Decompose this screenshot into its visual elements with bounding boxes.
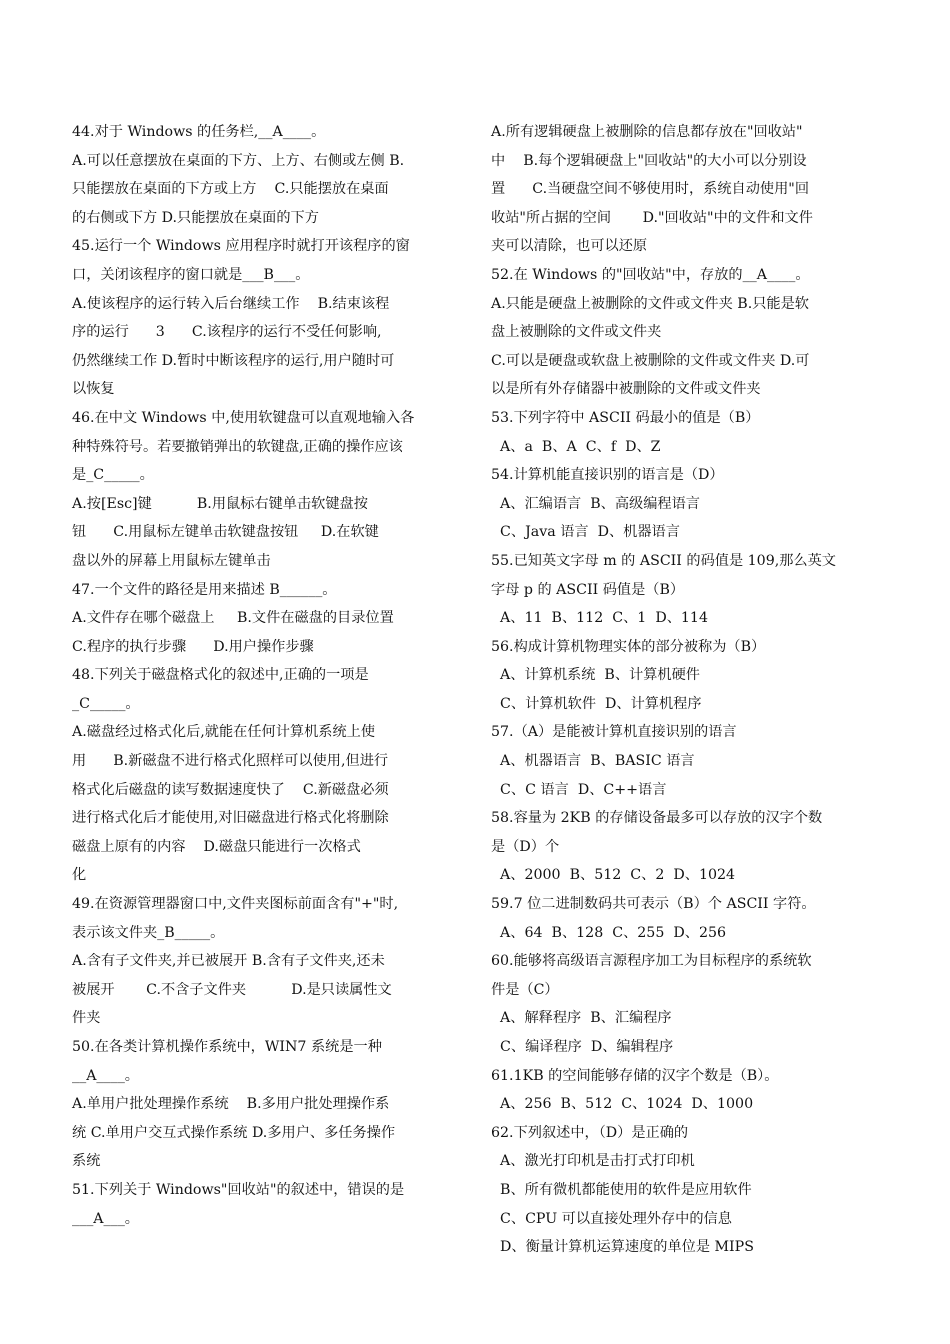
- text-line: A.只能是硬盘上被删除的文件或文件夹 B.只能是软: [491, 295, 809, 312]
- text-line: A、64 B、128 C、255 D、256: [491, 924, 727, 941]
- text-line: 化: [72, 867, 87, 884]
- text-line: 52.在 Windows 的"回收站"中，存放的__A____。: [491, 266, 810, 283]
- text-line: 置 C.当硬盘空间不够使用时，系统自动使用"回: [491, 181, 810, 198]
- text-line: D、衡量计算机运算速度的单位是 MIPS: [491, 1239, 754, 1256]
- text-line: 57.（A）是能被计算机直接识别的语言: [491, 724, 737, 741]
- text-line: 48.下列关于磁盘格式化的叙述中,正确的一项是: [72, 667, 369, 684]
- text-line: 仍然继续工作 D.暂时中断该程序的运行,用户随时可: [72, 352, 395, 369]
- text-line: 字母 p 的 ASCII 码值是（B）: [491, 581, 685, 598]
- text-line: A.按[Esc]键 B.用鼠标右键单击软键盘按: [72, 495, 368, 512]
- text-line: 被展开 C.不含子文件夹 D.是只读属性文: [72, 981, 392, 998]
- text-line: 62.下列叙述中，（D）是正确的: [491, 1124, 689, 1141]
- text-line: 进行格式化后才能使用,对旧磁盘进行格式化将删除: [72, 810, 389, 827]
- text-line: A、2000 B、512 C、2 D、1024: [491, 867, 736, 884]
- text-line: C、C 语言 D、C++语言: [491, 781, 667, 798]
- text-line: 的右侧或下方 D.只能摆放在桌面的下方: [72, 209, 319, 226]
- text-line: 59.7 位二进制数码共可表示（B）个 ASCII 字符。: [491, 896, 816, 913]
- text-line: C、CPU 可以直接处理外存中的信息: [491, 1210, 732, 1227]
- text-line: 以是所有外存储器中被删除的文件或文件夹: [491, 381, 761, 398]
- text-line: 56.构成计算机物理实体的部分被称为（B）: [491, 638, 766, 655]
- text-line: 中 B.每个逻辑硬盘上"回收站"的大小可以分别设: [491, 152, 807, 169]
- text-line: 序的运行 3 C.该程序的运行不受任何影响,: [72, 324, 382, 341]
- text-line: 以恢复: [72, 381, 115, 398]
- text-line: 种特殊符号。若要撤销弹出的软键盘,正确的操作应该: [72, 438, 403, 455]
- text-line: 磁盘上原有的内容 D.磁盘只能进行一次格式: [72, 838, 361, 855]
- text-line: A、汇编语言 B、高级编程语言: [491, 495, 700, 512]
- text-line: A、激光打印机是击打式打印机: [491, 1153, 695, 1170]
- text-line: C.程序的执行步骤 D.用户操作步骤: [72, 638, 314, 655]
- text-line: 51.下列关于 Windows"回收站"的叙述中，错误的是: [72, 1181, 405, 1198]
- text-line: 45.运行一个 Windows 应用程序时就打开该程序的窗: [72, 238, 410, 255]
- text-line: 58.容量为 2KB 的存储设备最多可以存放的汉字个数: [491, 810, 823, 827]
- text-line: 口，关闭该程序的窗口就是___B___。: [72, 266, 310, 283]
- left-column: [72, 118, 460, 1233]
- text-line: 50.在各类计算机操作系统中，WIN7 系统是一种: [72, 1039, 382, 1055]
- text-line: 49.在资源管理器窗口中,文件夹图标前面含有"+"时,: [72, 896, 399, 913]
- text-line: C、计算机软件 D、计算机程序: [491, 695, 702, 712]
- text-line: A、机器语言 B、BASIC 语言: [491, 753, 695, 770]
- text-line: A、计算机系统 B、计算机硬件: [491, 667, 700, 684]
- text-line: __A____。: [72, 1067, 139, 1084]
- text-line: 60.能够将高级语言源程序加工为目标程序的系统软: [491, 953, 812, 970]
- text-line: 53.下列字符中 ASCII 码最小的值是（B）: [491, 409, 760, 426]
- text-line: A.使该程序的运行转入后台继续工作 B.结束该程: [72, 295, 390, 312]
- text-line: 钮 C.用鼠标左键单击软键盘按钮 D.在软键: [72, 524, 379, 541]
- text-line: C、编译程序 D、编辑程序: [491, 1039, 674, 1055]
- text-line: 统 C.单用户交互式操作系统 D.多用户、多任务操作: [72, 1124, 396, 1141]
- text-line: 47.一个文件的路径是用来描述 B______。: [72, 581, 337, 598]
- text-line: 是（D）个: [491, 838, 560, 855]
- text-line: 件夹: [72, 1010, 101, 1027]
- text-line: 盘上被删除的文件或文件夹: [491, 324, 662, 341]
- text-line: ___A___。: [72, 1210, 139, 1227]
- text-line: 55.已知英文字母 m 的 ASCII 的码值是 109,那么英文: [491, 552, 836, 569]
- text-line: 夹可以清除，也可以还原: [491, 238, 648, 255]
- text-line: 盘以外的屏幕上用鼠标左键单击: [72, 552, 271, 569]
- text-line: 46.在中文 Windows 中,使用软键盘可以直观地输入各: [72, 409, 415, 426]
- text-line: A、解释程序 B、汇编程序: [491, 1010, 672, 1027]
- text-line: 61.1KB 的空间能够存储的汉字个数是（B）。: [491, 1067, 779, 1084]
- text-line: 54.计算机能直接识别的语言是（D）: [491, 467, 724, 484]
- text-line: A、a B、A C、f D、Z: [491, 438, 661, 455]
- text-line: 表示该文件夹_B_____。: [72, 924, 225, 941]
- text-line: A.文件存在哪个磁盘上 B.文件在磁盘的目录位置: [72, 610, 394, 627]
- text-line: 件是（C）: [491, 981, 559, 998]
- text-line: A.磁盘经过格式化后,就能在任何计算机系统上使: [72, 724, 376, 741]
- text-line: A.所有逻辑硬盘上被删除的信息都存放在"回收站": [491, 124, 803, 140]
- text-line: A、11 B、112 C、1 D、114: [491, 610, 708, 627]
- text-line: 44.对于 Windows 的任务栏,__A____。: [72, 124, 326, 140]
- text-line: 系统: [72, 1153, 101, 1170]
- text-line: C、Java 语言 D、机器语言: [491, 524, 680, 541]
- text-line: 只能摆放在桌面的下方或上方 C.只能摆放在桌面: [72, 181, 389, 198]
- text-line: A.可以任意摆放在桌面的下方、上方、右侧或左侧 B.: [72, 152, 405, 169]
- text-line: _C_____。: [72, 695, 140, 712]
- right-column: [491, 118, 883, 1262]
- text-line: 收站"所占据的空间 D."回收站"中的文件和文件: [491, 209, 813, 226]
- text-line: 用 B.新磁盘不进行格式化照样可以使用,但进行: [72, 753, 389, 770]
- text-line: 是_C_____。: [72, 467, 154, 484]
- text-line: A.含有子文件夹,并已被展开 B.含有子文件夹,还未: [72, 953, 385, 970]
- text-line: B、所有微机都能使用的软件是应用软件: [491, 1181, 752, 1198]
- text-line: A、256 B、512 C、1024 D、1000: [491, 1096, 754, 1113]
- text-line: 格式化后磁盘的读写数据速度快了 C.新磁盘必须: [72, 781, 389, 798]
- text-line: C.可以是硬盘或软盘上被删除的文件或文件夹 D.可: [491, 352, 810, 369]
- text-line: A.单用户批处理操作系统 B.多用户批处理操作系: [72, 1096, 390, 1113]
